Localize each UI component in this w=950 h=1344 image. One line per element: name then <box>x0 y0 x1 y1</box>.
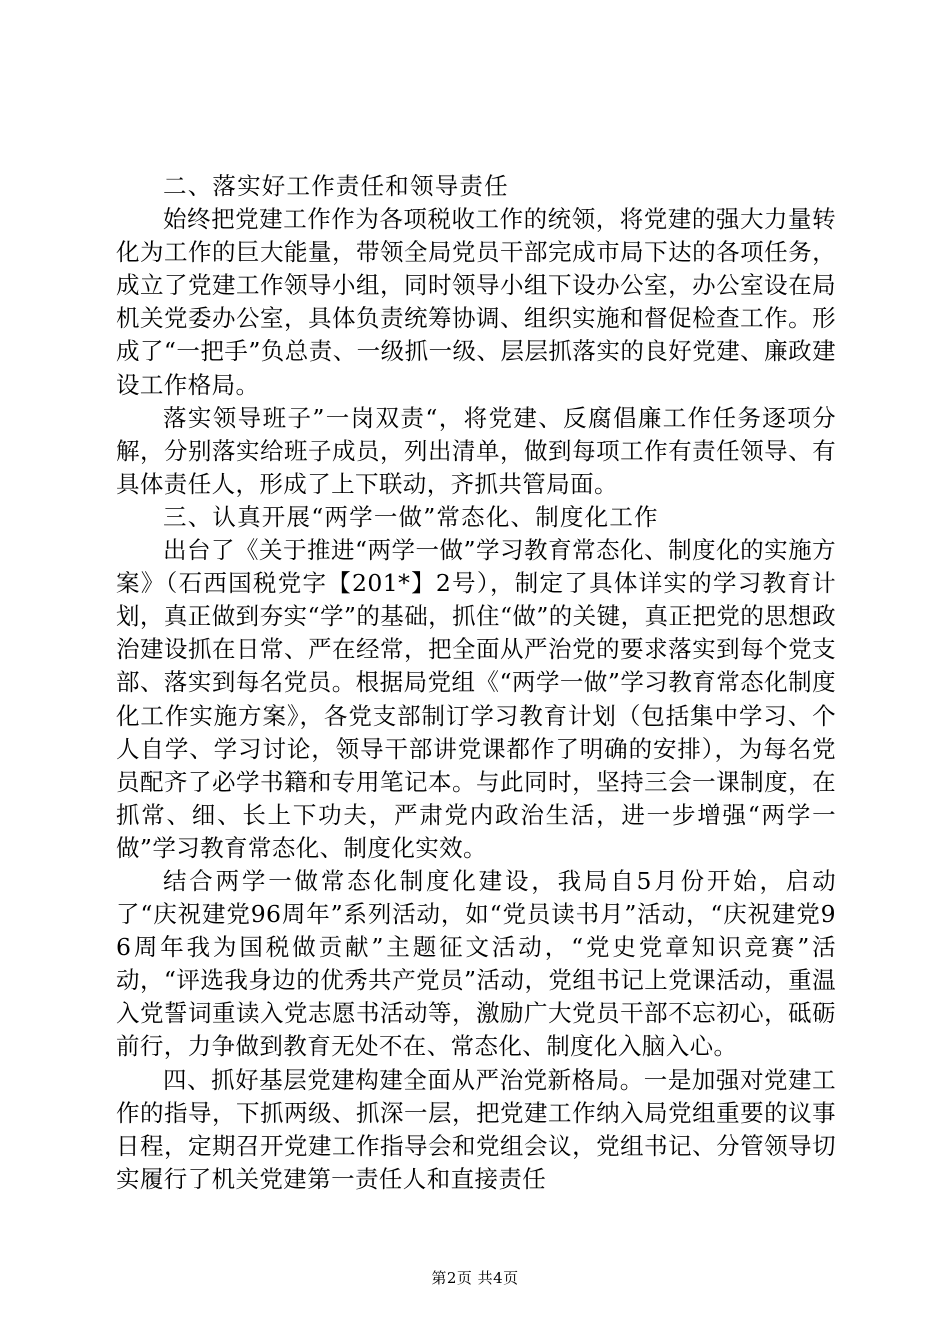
section-heading-3: 三、认真开展“两学一做”常态化、制度化工作 <box>163 502 659 531</box>
section-heading-2: 二、落实好工作责任和领导责任 <box>163 172 509 200</box>
document-body <box>116 170 836 1196</box>
paragraph-responsibility: 始终把党建工作作为各项税收工作的统领，将党建的强大力量转化为工作的巨大能量，带领全局党员干部完成市局下达的各项任务，成立了党建工作领导小组，同时领导小组下设办公室，办公室设在局机关党委办公室，具体负责统筹协调、组织实施和督促检查工作。形成了“一把手”负总责、一级抓一级、层层抓落实的良好党建、廉政建设工作格局。 <box>116 205 836 399</box>
paragraph-leadership-duty: 落实领导班子”一岗双责“，将党建、反腐倡廉工作任务逐项分解，分别落实给班子成员，列出清单，做到每项工作有责任领导、有具体责任人，形成了上下联动，齐抓共管局面。 <box>116 403 836 498</box>
section-heading-4-paragraph: 四、抓好基层党建构建全面从严治党新格局。一是加强对党建工作的指导，下抓两级、抓深一层，把党建工作纳入局党组重要的议事日程，定期召开党建工作指导会和党组会议，党组书记、分管领导切实履行了机关党建第一责任人和直接责任 <box>116 1065 836 1193</box>
page-number-footer: 第2页 共4页 <box>431 1269 519 1287</box>
paragraph-anniversary-activities: 结合两学一做常态化制度化建设，我局自5月份开始，启动了“庆祝建党96周年”系列活动，如“党员读书月”活动，“庆祝建党96周年我为国税做贡献”主题征文活动，“党史党章知识竞赛”活动，“评选我身边的优秀共产党员”活动，党组书记上党课活动，重温入党誓词重读入党志愿书活动等，激励广大党员干部不忘初心，砥砺前行，力争做到教育无处不在、常态化、制度化入脑入心。 <box>116 866 836 1061</box>
paragraph-implementation-plan: 出台了《关于推进“两学一做”学习教育常态化、制度化的实施方案》（石西国税党字【201*】2号），制定了具体详实的学习教育计划，真正做到夯实“学”的基础，抓住“做”的关键，真正把党的思想政治建设抓在日常、严在经常，把全面从严治党的要求落实到每个党支部、落实到每名党员。根据局党组《“两学一做”学习教育常态化制度化工作实施方案》，各党支部制订学习教育计划（包括集中学习、个人自学、学习讨论，领导干部讲党课都作了明确的安排），为每名党员配齐了必学书籍和专用笔记本。与此同时，坚持三会一课制度，在抓常、细、长上下功夫，严肃党内政治生活，进一步增强“两学一做”学习教育常态化、制度化实效。 <box>116 536 836 862</box>
